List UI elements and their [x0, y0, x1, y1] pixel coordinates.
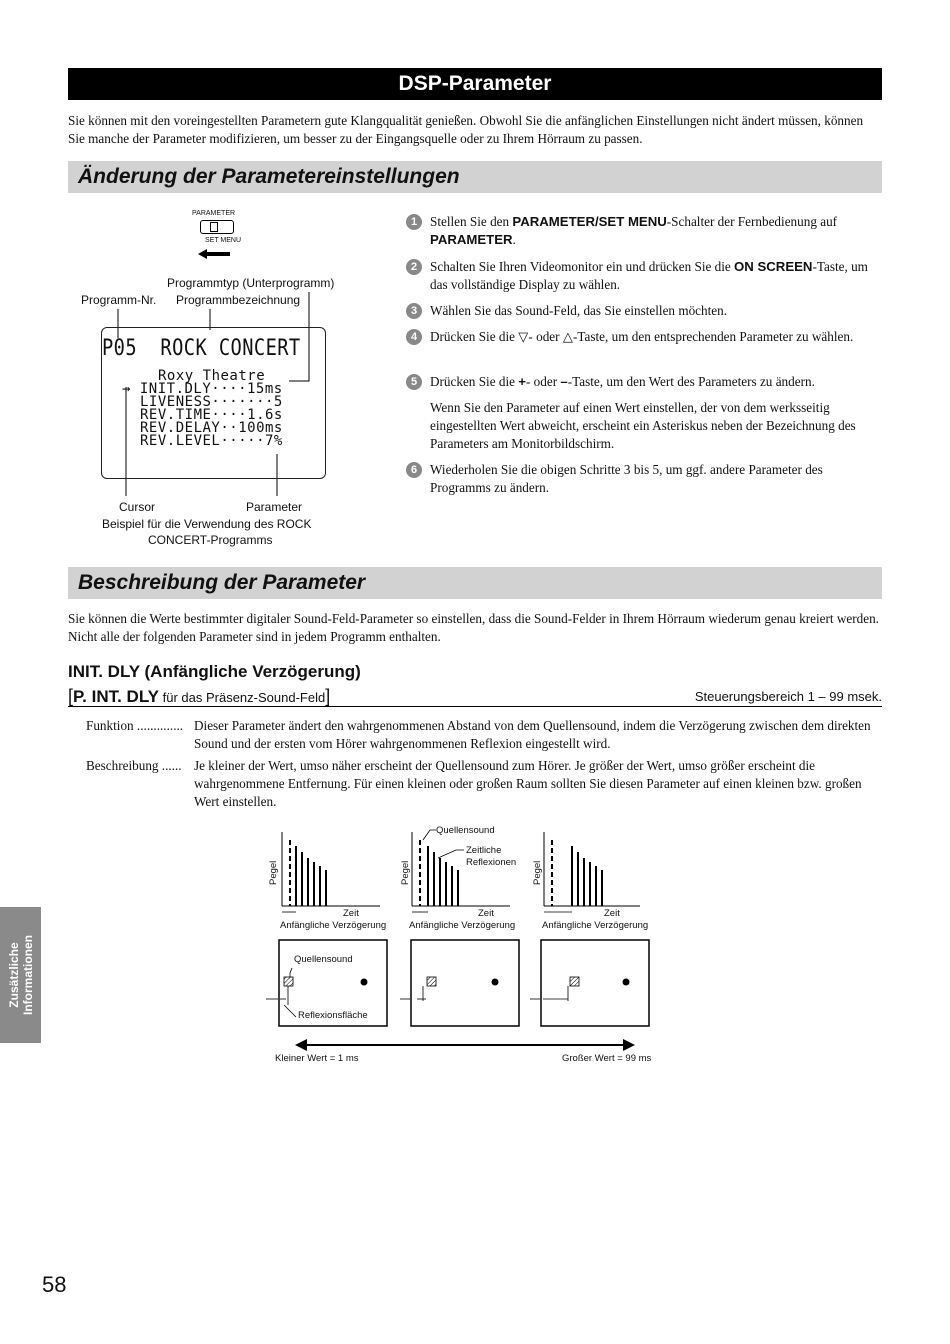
- page-title: DSP-Parameter: [68, 68, 882, 100]
- page-number: 58: [42, 1272, 67, 1297]
- side-tab-label: Zusätzliche Informationen: [6, 935, 35, 1015]
- step-5: 5 Drücken Sie die +- oder –-Taste, um den Wert des Parameters zu ändern.: [406, 373, 882, 391]
- pegel-label-3: Pegel: [532, 860, 543, 885]
- def-beschreibung: Beschreibung ...... Je kleiner der Wert, umso näher erscheint der Quellensound zum Hörer. Je größer der Wert, umso größer erscheint die wahrgenommene Entfernung. Für einen kleinen oder großen Raum sollten Sie diesen Parameter auf einen kleinen bzw. großen Wert einstellen.: [86, 758, 862, 809]
- step-number: 5: [406, 374, 422, 390]
- step-number: 4: [406, 329, 422, 345]
- section-heading-description: Beschreibung der Parameter: [68, 567, 882, 599]
- remote-label-parameter: PARAMETER: [192, 210, 236, 217]
- osd-param-initdly: → INIT.DLY····15ms: [122, 381, 283, 397]
- label-parameter: Parameter: [246, 500, 303, 514]
- section-heading-change: Änderung der Parametereinstellungen: [68, 161, 882, 193]
- param-subtitle: [P. INT. DLY für das Präsenz-Sound-Feld] Steuerungsbereich 1 – 99 msek.: [68, 686, 882, 706]
- label-quellensound-graph: Quellensound: [436, 825, 495, 836]
- zeit-label-2: Zeit: [478, 908, 494, 919]
- osd-caption-1: Beispiel für die Verwendung des ROCK: [102, 517, 312, 531]
- osd-param-revdelay: REV.DELAY··100ms: [140, 420, 283, 436]
- anf-label-3: Anfängliche Verzögerung: [542, 920, 649, 931]
- label-reflexionsflaeche: Reflexionsfläche: [298, 1010, 368, 1021]
- param-title: INIT. DLY (Anfängliche Verzögerung): [68, 662, 361, 681]
- anf-label-1: Anfängliche Verzögerung: [280, 920, 387, 931]
- label-reflexionen: Reflexionen: [466, 857, 517, 868]
- section2-intro: Sie können die Werte bestimmter digitaler Sound-Feld-Parameter so einstellen, dass die Sound-Felder in Ihrem Hörraum wiederum genau kreiert werden. Nicht alle der folgenden Parameter sind in jedem Programm enthalten.: [68, 611, 879, 644]
- anf-label-2: Anfängliche Verzögerung: [409, 920, 516, 931]
- step-4: 4 Drücken Sie die ▽- oder △-Taste, um den entsprechenden Parameter zu wählen.: [406, 328, 882, 346]
- osd-screen: [101, 327, 326, 479]
- step-3: 3 Wählen Sie das Sound-Feld, das Sie einstellen möchten.: [406, 302, 882, 320]
- step-5-note: Wenn Sie den Parameter auf einen Wert einstellen, der von dem werksseitig eingestellten Wert abweicht, erscheint ein Asteriskus neben der Bezeichnung des Parameters am Monitorbildschirm.: [430, 400, 856, 451]
- step-number: 3: [406, 303, 422, 319]
- remote-label-setmenu: SET MENU: [205, 237, 242, 244]
- osd-param-revtime: REV.TIME····1.6s: [140, 407, 283, 423]
- def-funktion: Funktion .............. Dieser Parameter ändert den wahrgenommenen Abstand von dem Quellensound, indem die Verzögerung zwischen dem direkten Sound und der ersten vom Hörer wahrgenommenen Reflexion eingestellt wird.: [86, 718, 871, 751]
- label-programmbezeichnung: Programmbezeichnung: [176, 293, 301, 307]
- zeit-label-1: Zeit: [343, 908, 359, 919]
- label-programmtyp: Programmtyp (Unterprogramm): [167, 276, 335, 290]
- step-6: 6 Wiederholen Sie die obigen Schritte 3 bis 5, um ggf. andere Parameter des Programms zu ändern.: [406, 461, 882, 497]
- label-cursor: Cursor: [119, 500, 156, 514]
- osd-subprogram: Roxy Theatre: [158, 368, 266, 384]
- osd-param-revlevel: REV.LEVEL·····7%: [140, 433, 283, 449]
- step-number: 1: [406, 214, 422, 230]
- label-zeitliche: Zeitliche: [466, 845, 502, 856]
- param-range: Steuerungsbereich 1 – 99 msek.: [694, 689, 882, 704]
- zeit-label-3: Zeit: [604, 908, 620, 919]
- label-quellensound-room: Quellensound: [294, 954, 353, 965]
- pegel-label-2: Pegel: [400, 860, 411, 885]
- side-tab: [0, 907, 41, 1043]
- label-programm-nr: Programm-Nr.: [81, 293, 157, 307]
- label-kleiner-wert: Kleiner Wert = 1 ms: [275, 1053, 359, 1064]
- step-2: 2 Schalten Sie Ihren Videomonitor ein und drücken Sie die ON SCREEN-Taste, um das vollständige Display zu wählen.: [406, 258, 882, 294]
- intro-paragraph: Sie können mit den voreingestellten Parametern gute Klangqualität genießen. Obwohl Sie die anfänglichen Einstellungen nicht ändert müssen, können Sie manche der Parameter modifizieren, um besser zu der Eingangsquelle oder zu Ihrem Hörraum zu passen.: [68, 113, 864, 146]
- range-double-arrow-icon: [295, 1038, 635, 1052]
- pegel-label-1: Pegel: [268, 860, 279, 885]
- osd-caption-2: CONCERT-Programms: [148, 533, 273, 547]
- label-grosser-wert: Großer Wert = 99 ms: [562, 1053, 652, 1064]
- step-number: 2: [406, 259, 422, 275]
- osd-program-line: P05 ROCK CONCERT: [102, 336, 301, 361]
- step-1: 1 Stellen Sie den PARAMETER/SET MENU-Schalter der Fernbedienung auf PARAMETER.: [406, 213, 882, 249]
- osd-param-liveness: LIVENESS·······5: [140, 394, 283, 410]
- step-number: 6: [406, 462, 422, 478]
